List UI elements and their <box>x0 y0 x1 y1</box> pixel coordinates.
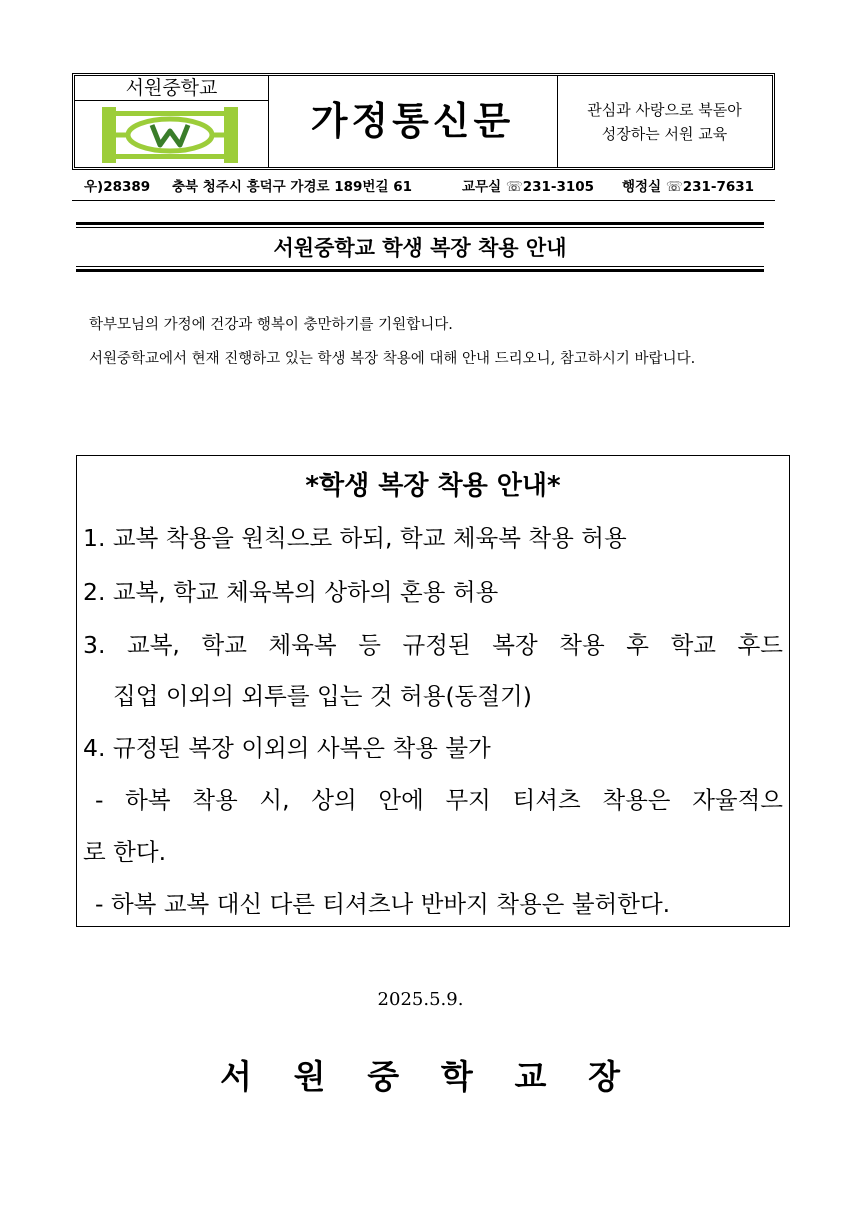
guide-item-2: 2. 교복, 학교 체육복의 상하의 혼용 허용 <box>83 578 499 606</box>
postal-code: 우)28389 <box>84 179 151 195</box>
slogan-line-2: 성장하는 서원 교육 <box>601 125 728 143</box>
guide-item-3-line-2: 집업 이외의 외투를 입는 것 허용(동절기) <box>113 682 532 710</box>
letterhead-left-cell <box>75 76 269 167</box>
letterhead <box>72 73 775 170</box>
address-bar <box>72 176 775 198</box>
document-title: 서원중학교 학생 복장 착용 안내 <box>273 236 567 260</box>
guide-item-1: 1. 교복 착용을 원칙으로 하되, 학교 체육복 착용 허용 <box>83 524 627 552</box>
guide-item-3-line-1: 3. 교복, 학교 체육복 등 규정된 복장 착용 후 학교 후드 <box>83 631 783 659</box>
newsletter-title: 가정통신문 <box>268 76 558 167</box>
guide-sub-2: - 하복 교복 대신 다른 티셔츠나 반바지 착용은 불허한다. <box>95 890 671 918</box>
dress-code-box <box>76 455 790 927</box>
title-rule-bottom <box>76 269 764 272</box>
title-rule-top <box>76 222 764 225</box>
issue-date: 2025.5.9. <box>377 989 464 1010</box>
intro-line-2: 서원중학교에서 현재 진행하고 있는 학생 복장 착용에 대해 안내 드리오니, 참고하시기 바랍니다. <box>89 351 696 367</box>
slogan-line-1: 관심과 사랑으로 북돋아 <box>587 101 742 119</box>
guide-item-4: 4. 규정된 복장 이외의 사복은 착용 불가 <box>83 734 491 762</box>
intro-text <box>75 308 768 376</box>
school-slogan <box>557 76 772 167</box>
street-address: 충북 청주시 흥덕구 가경로 189번길 61 <box>172 179 412 195</box>
office-phone-2: 행정실 ☏231-7631 <box>622 179 755 195</box>
title-rule-bottom-thin <box>76 266 764 267</box>
intro-line-1: 학부모님의 가정에 건강과 행복이 충만하기를 기원합니다. <box>89 317 453 333</box>
guide-sub-1-line-2: 로 한다. <box>83 838 167 866</box>
principal-signature: 서 원 중 학 교 장 <box>220 1057 620 1096</box>
address-divider <box>72 200 775 201</box>
guide-sub-1-line-1: - 하복 착용 시, 상의 안에 무지 티셔츠 착용은 자율적으 <box>95 786 783 814</box>
office-phone-1: 교무실 ☏231-3105 <box>462 179 595 195</box>
school-emblem-icon <box>100 105 240 165</box>
dress-code-title: *학생 복장 착용 안내* <box>305 471 561 501</box>
school-name: 서원중학교 <box>75 76 268 101</box>
title-rule-top-thin <box>76 227 764 228</box>
